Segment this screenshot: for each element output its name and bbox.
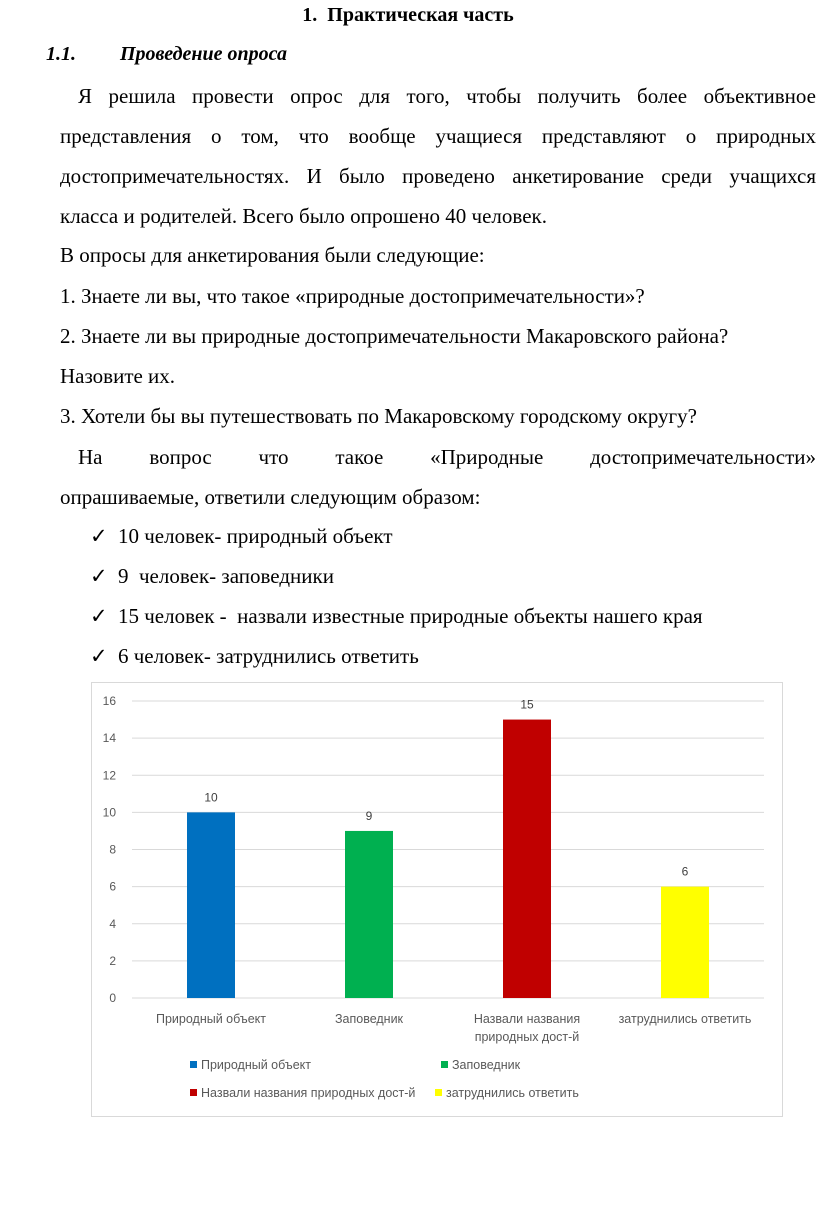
bullet-item (90, 564, 334, 589)
data-label: 6 (681, 864, 689, 879)
bar (661, 887, 709, 998)
paragraph-line: класса и родителей. Всего было опрошено 40 человек. (60, 204, 547, 228)
legend-label: Заповедник (452, 1058, 521, 1072)
bar (503, 720, 551, 998)
y-tick-label: 8 (109, 842, 116, 857)
y-tick-label: 12 (102, 768, 116, 783)
y-tick-label: 4 (109, 916, 116, 931)
intro-paragraph (60, 76, 816, 236)
section-title: Практическая часть (327, 4, 514, 26)
bullet-text: 10 человек- природный объект (118, 524, 393, 548)
question-1: 1. Знаете ли вы, что такое «природные достопримечательности»? (60, 284, 645, 308)
bar (187, 812, 235, 998)
legend-label: Назвали названия природных дост-й (201, 1086, 416, 1100)
y-tick-label: 0 (109, 991, 116, 1005)
legend-label: Природный объект (201, 1058, 311, 1072)
y-tick-label: 16 (102, 694, 116, 708)
bullet-item (90, 604, 703, 629)
bullet-text: 15 человек - назвали известные природные объекты нашего края (118, 604, 703, 628)
data-label: 10 (204, 790, 218, 805)
answer-intro-line-2: опрашиваемые, ответили следующим образом: (60, 485, 481, 509)
question-2: 2. Знаете ли вы природные достопримечательности Макаровского района? (60, 324, 729, 348)
paragraph-line: достопримечательностях. И было проведено анкетирование среди учащихся (60, 164, 816, 188)
checkmark-icon: ✓ (90, 564, 108, 588)
legend-swatch (441, 1061, 448, 1068)
legend-swatch (190, 1089, 197, 1096)
y-tick-label: 6 (109, 879, 116, 894)
y-tick-label: 2 (109, 953, 116, 968)
y-tick-label: 14 (102, 731, 116, 746)
legend-swatch (190, 1061, 197, 1068)
legend-label: затруднились ответить (446, 1086, 579, 1100)
x-category-label: природных дост-й (474, 1030, 580, 1044)
x-category-label: затруднились ответить (618, 1012, 752, 1026)
bullet-text: 9 человек- заповедники (118, 564, 334, 588)
checkmark-icon: ✓ (90, 604, 108, 628)
bullet-text: 6 человек- затруднились ответить (118, 644, 419, 668)
questions-intro: В опросы для анкетирования были следующие: (60, 243, 485, 267)
x-category-label: Назвали названия (473, 1012, 581, 1026)
subsection-number: 1.1. (46, 43, 76, 65)
data-label: 9 (365, 808, 373, 823)
data-label: 15 (520, 697, 534, 712)
checkmark-icon: ✓ (90, 524, 108, 548)
section-heading (0, 4, 816, 27)
paragraph-line: Я решила провести опрос для того, чтобы получить более объективное (78, 84, 816, 108)
chart-svg (92, 683, 782, 1116)
survey-bar-chart (91, 682, 783, 1117)
bullet-item (90, 524, 393, 549)
x-category-label: Заповедник (334, 1012, 404, 1026)
answer-intro-line-1: На вопрос что такое «Природные достопримечательности» (78, 445, 816, 469)
x-category-label: Природный объект (156, 1012, 266, 1026)
question-3: 3. Хотели бы вы путешествовать по Макаровскому городскому округу? (60, 404, 697, 428)
paragraph-line: представления о том, что вообще учащиеся представляют о природных (60, 124, 816, 148)
question-2-continuation: Назовите их. (60, 364, 176, 388)
y-tick-label: 10 (102, 805, 116, 820)
bullet-item (90, 644, 419, 669)
bar (345, 831, 393, 998)
legend-swatch (435, 1089, 442, 1096)
subsection-heading (46, 43, 287, 66)
section-number: 1. (302, 4, 318, 26)
subsection-title: Проведение опроса (120, 43, 288, 65)
checkmark-icon: ✓ (90, 644, 108, 668)
